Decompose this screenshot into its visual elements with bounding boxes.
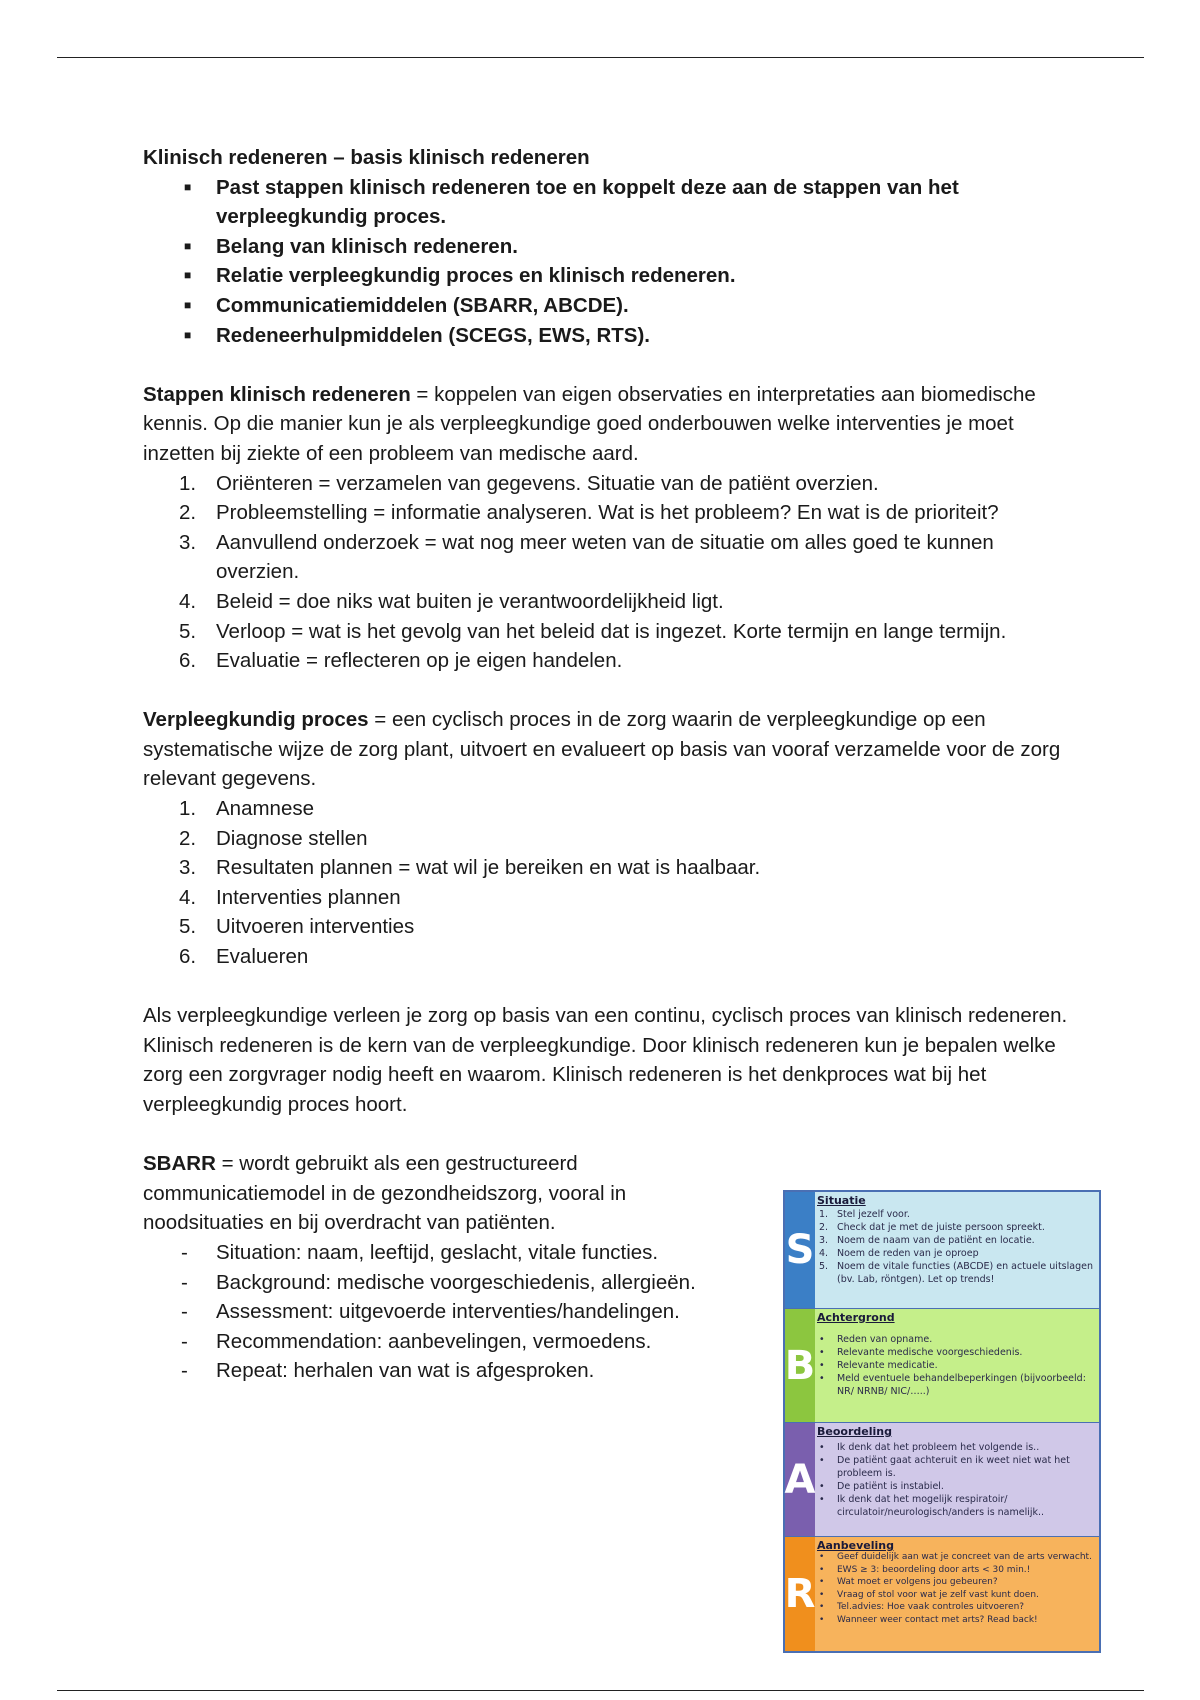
list-item: • Wat moet er volgens jou gebeuren?	[819, 1577, 998, 1587]
list-item: • Vraag of stol voor wat je zelf vast kunt doen.	[819, 1589, 1039, 1600]
list-item: • Meld eventuele behandelbeperkingen (bijvoorbeeld: NR/ NRNB/ NIC/…..)	[819, 1373, 1086, 1397]
list-item: ■ Past stappen klinisch redeneren toe en koppelt deze aan de stappen van het verpleegkundig proces.	[143, 173, 1073, 232]
list-item: - Recommendation: aanbevelingen, vermoedens.	[181, 1329, 652, 1353]
summary-paragraph: Als verpleegkundige verleen je zorg op basis van een continu, cyclisch proces van klinisch redeneren. Klinisch redeneren is de kern van de verpleegkundige. Door klinisch redeneren kun je bepalen welke zorg een zorgvrager nodig heeft en waarom. Klinisch redeneren is het denkproces wat bij het verpleegkundig proces hoort.	[143, 1004, 1068, 1116]
list-item: • Ik denk dat het mogelijk respiratoir/ circulatoir/neurologisch/anders is namelijk..	[819, 1494, 1045, 1518]
list-item: • Geef duidelijk aan wat je concreet van de arts verwacht.	[819, 1552, 1092, 1562]
list-item: 3. Resultaten plannen = wat wil je bereiken en wat is haalbaar.	[179, 856, 761, 880]
list-item: 4. Interventies plannen	[179, 885, 401, 909]
list-item: • Wanneer weer contact met arts? Read back!	[819, 1614, 1038, 1625]
clinical-reasoning-steps	[143, 469, 1073, 676]
square-bullet-icon: ■	[184, 297, 192, 312]
list-item: - Assessment: uitgevoerde interventies/handelingen.	[181, 1300, 680, 1324]
sbarr-paragraph: SBARR = wordt gebruikt als een gestructureerd communicatiemodel in de gezondheidszorg, vooral in noodsituaties en bij overdracht van patiënten.	[143, 1152, 627, 1235]
header-rule	[57, 57, 1144, 58]
list-item: • Tel.advies: Hoe vaak controles uitvoeren?	[819, 1602, 1025, 1612]
sbarr-situatie-band	[785, 1192, 1099, 1309]
list-item: 3. Aanvullend onderzoek = wat nog meer weten van de situatie om alles goed te kunnen overzien.	[179, 530, 994, 584]
sbarr-letter: A	[785, 1423, 815, 1536]
sbarr-section	[143, 1149, 703, 1386]
band-list	[819, 1441, 1095, 1519]
list-item: 2. Diagnose stellen	[179, 826, 368, 850]
sbarr-aanbeveling-band	[785, 1537, 1099, 1651]
list-item: • Relevante medicatie.	[819, 1360, 938, 1371]
band-title: Situatie	[817, 1194, 866, 1207]
learning-goals-list	[143, 173, 1073, 351]
square-bullet-icon: ■	[184, 238, 192, 253]
list-item: 1. Anamnese	[179, 797, 315, 821]
band-list	[819, 1333, 1095, 1398]
list-item: 5. Verloop = wat is het gevolg van het beleid dat is ingezet. Korte termijn en lange termijn.	[179, 619, 1007, 643]
list-item: ■ Relatie verpleegkundig proces en klinisch redeneren.	[143, 261, 1073, 291]
band-title: Aanbeveling	[817, 1539, 894, 1552]
list-item: 6. Evaluatie = reflecteren op je eigen handelen.	[179, 649, 623, 673]
sbarr-letter: B	[785, 1309, 815, 1422]
nursing-process-steps	[143, 794, 1073, 972]
list-item: • EWS ≥ 3: beoordeling door arts < 30 min.!	[819, 1564, 1031, 1575]
list-item: - Situation: naam, leeftijd, geslacht, vitale functies.	[181, 1240, 659, 1264]
section-title: Klinisch redeneren – basis klinisch redeneren	[143, 146, 590, 169]
band-list	[819, 1208, 1095, 1286]
list-item: 2. Check dat je met de juiste persoon spreekt.	[819, 1222, 1045, 1233]
list-item: 1. Oriënteren = verzamelen van gegevens. Situatie van de patiënt overzien.	[179, 471, 879, 495]
proces-paragraph: Verpleegkundig proces = een cyclisch proces in de zorg waarin de verpleegkundige op een systematische wijze de zorg plant, uitvoert en evalueert op basis van vooraf verzamelde voor de zorg relevant gegevens.	[143, 708, 1061, 791]
list-item: ■ Belang van klinisch redeneren.	[143, 232, 1073, 262]
list-item: • Reden van opname.	[819, 1334, 933, 1345]
list-item: 6. Evalueren	[179, 945, 309, 969]
list-item: • Ik denk dat het probleem het volgende is..	[819, 1442, 1040, 1453]
list-item: 5. Uitvoeren interventies	[179, 915, 415, 939]
list-item: ■ Redeneerhulpmiddelen (SCEGS, EWS, RTS).	[143, 321, 1073, 351]
sbarr-letter: R	[785, 1537, 815, 1651]
list-item: • De patiënt gaat achteruit en ik weet niet wat het probleem is.	[819, 1455, 1070, 1479]
sbarr-figure	[783, 1190, 1101, 1653]
term-label: Stappen klinisch redeneren	[143, 382, 411, 406]
list-item: 3. Noem de naam van de patiënt en locatie.	[819, 1235, 1035, 1246]
list-item: 4. Noem de reden van je oproep	[819, 1248, 979, 1259]
list-item: - Repeat: herhalen van wat is afgesproken.	[181, 1359, 595, 1383]
list-item: • De patiënt is instabiel.	[819, 1481, 944, 1492]
footer-rule	[57, 1690, 1144, 1691]
list-item: 5. Noem de vitale functies (ABCDE) en actuele uitslagen (bv. Lab, röntgen). Let op trends!	[819, 1261, 1093, 1285]
list-item: ■ Communicatiemiddelen (SBARR, ABCDE).	[143, 291, 1073, 321]
band-list	[819, 1551, 1095, 1626]
list-item: - Background: medische voorgeschiedenis, allergieën.	[181, 1270, 696, 1294]
term-label: SBARR	[143, 1152, 216, 1176]
band-title: Beoordeling	[817, 1425, 892, 1438]
list-item: • Relevante medische voorgeschiedenis.	[819, 1347, 1023, 1358]
term-label: Verpleegkundig proces	[143, 708, 369, 732]
list-item: 4. Beleid = doe niks wat buiten je verantwoordelijkheid ligt.	[179, 589, 724, 613]
square-bullet-icon: ■	[184, 327, 192, 342]
sbarr-letter: S	[785, 1192, 815, 1308]
sbarr-achtergrond-band	[785, 1309, 1099, 1423]
band-title: Achtergrond	[817, 1311, 895, 1324]
stappen-paragraph: Stappen klinisch redeneren = koppelen van eigen observaties en interpretaties aan biomedische kennis. Op die manier kun je als verpleegkundige goed onderbouwen welke interventies je moet inzetten bij ziekte of een probleem van medische aard.	[143, 382, 1036, 465]
sbarr-beoordeling-band	[785, 1423, 1099, 1537]
list-item: 1. Stel jezelf voor.	[819, 1209, 910, 1220]
sbarr-list	[143, 1238, 703, 1386]
square-bullet-icon: ■	[184, 179, 192, 194]
list-item: 2. Probleemstelling = informatie analyseren. Wat is het probleem? En wat is de prioriteit?	[179, 501, 999, 525]
square-bullet-icon: ■	[184, 268, 192, 283]
